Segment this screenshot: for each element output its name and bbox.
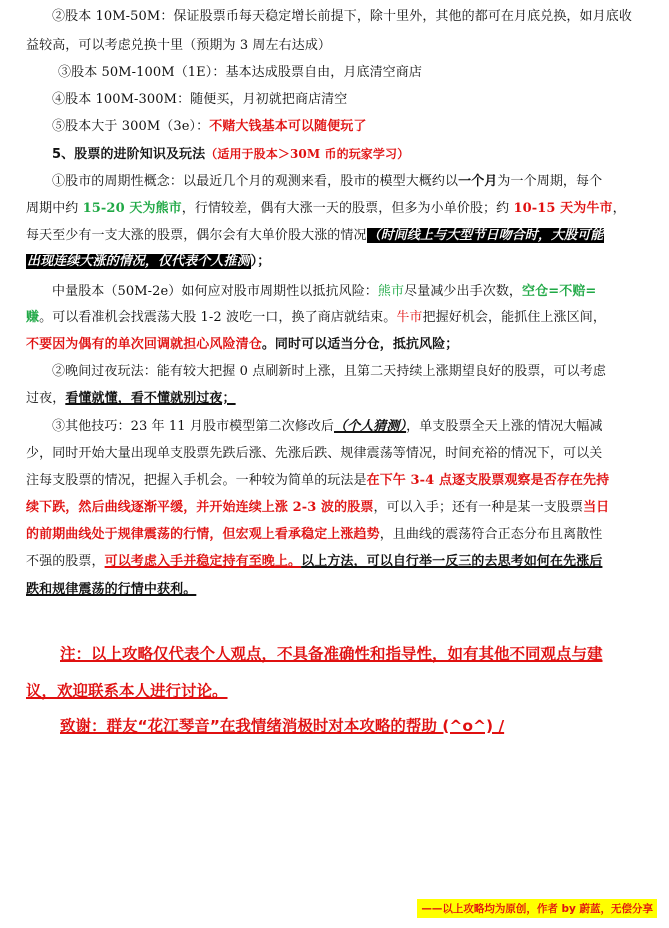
section-heading [52,145,651,164]
para4-text: ，可以入手；还有一种是某一支股票 [373,500,584,515]
bull-market-label: 10-15 天为牛市 [513,201,613,216]
para1-text: ， [612,201,626,216]
list-item-5-text: ⑤股本大于 300M（3e）： [52,119,210,134]
para4-red: 在下午 3-4 点逐支股票观察是否存在先持 [366,473,610,488]
para1-bold: 一个月 [458,174,498,189]
para4-line1 [52,418,651,436]
para2-text: 中量股本（50M-2e）如何应对股市周期性以抵抗风险： [52,284,378,299]
para4-red: 的前期曲线处于规律震荡的行情，但宏观上看承稳定上涨趋势 [26,527,380,542]
para3-text: 过夜， [26,391,66,406]
disclaimer-line2: 议，欢迎联系本人进行讨论。 [26,682,228,700]
para2-text: 。可以看准机会找震荡大股 1-2 波吃一口，换了商店就结束。 [39,310,397,325]
para1-highlight: 出现连续大涨的情况，仅代表个人推测 [27,254,250,269]
bull-market-word: 牛市 [396,310,423,325]
para2-line2 [26,309,651,327]
list-item-5 [52,118,651,136]
para1-highlight: （时间线上与大型节日吻合时，大股可能 [367,228,604,243]
para4-red: 续下跌，然后曲线逐渐平缓，并开始连续上涨 2-3 波的股票 [26,500,374,515]
para4-bold-underlined: 跌和规律震荡的行情中获利。 [26,582,197,597]
para1-line2 [26,200,651,218]
para4-red: 当日 [583,500,610,515]
list-item-5-highlight: 不赌大钱基本可以随便玩了 [209,119,367,134]
para2-red: 不要因为偶有的单次回调就担心风险清仓 [26,337,262,352]
para2-bold: 。同时可以适当分仓，抵抗风险； [261,337,459,352]
para4-text: 注每支股票的情况，把握入手机会。一种较为简单的玩法是 [26,473,367,488]
section-title: 5、股票的进阶知识及玩法 [52,147,206,162]
para1-line1 [52,173,651,191]
para4-text: ，单支股票全天上涨的情况大幅减 [406,419,603,434]
para2-green: 空仓=不赔= [522,284,597,299]
para1-text: 周期中约 [26,201,83,216]
para4-line7 [26,581,651,599]
para4-text: 不强的股票， [26,554,105,569]
list-item-2-line1: ②股本 10M-50M：保证股票币每天稳定增长前提下，除十里外，其他的都可在月底兑换，如月底收 [52,9,632,24]
bear-market-word: 熊市 [377,284,405,299]
para4-guess: （个人猜测） [333,419,407,434]
para4-bold-underlined: 以上方法，可以自行举一反三的去思考如何在先涨后 [301,554,603,569]
section-note: （适用于股本＞30M 币的玩家学习） [205,147,410,161]
para2-line1 [52,283,651,301]
para3-line2 [26,390,651,408]
para4-line4 [26,499,651,517]
para2-text: 尽量减少出手次数， [404,284,523,299]
para2-text: 把握好机会，能抓住上涨区间， [422,310,606,325]
para2-green: 赚 [26,310,40,325]
author-footer: ——以上攻略均为原创，作者 by 蔚蓝，无偿分享 [417,899,657,918]
para4-line2: 少，同时开始大量出现单支股票先跌后涨、先涨后跌、规律震荡等情况，时间充裕的情况下，可以关 [26,446,603,461]
para4-line6 [26,553,651,571]
para4-line5 [26,526,651,544]
para1-text: 为一个周期，每个 [497,174,603,189]
para3-line1: ②晚间过夜玩法：能有较大把握 0 点刷新时上涨，且第二天持续上涨期望良好的股票，可以考虑 [52,364,606,379]
para1-text: ，行情较差，偶有大涨一天的股票，但多为小单价股；约 [181,201,514,216]
bear-market-label: 15-20 天为熊市 [82,201,182,216]
para2-line3 [26,336,651,354]
para1-text: ①股市的周期性概念：以最近几个月的观测来看，股市的模型大概约以 [52,174,459,189]
acknowledgement: 致谢：群友“花江琴音”在我情绪消极时对本攻略的帮助 (^o^) / [60,717,505,735]
para1-line4 [26,253,651,271]
para4-text: ，且曲线的震荡符合正态分布且离散性 [379,527,603,542]
para3-underlined: 看懂就懂，看不懂就别过夜； [65,391,236,406]
list-item-3: ③股本 50M-100M（1E）：基本达成股票自由，月底清空商店 [58,65,422,80]
para1-line3 [26,227,651,245]
disclaimer-line1: 注：以上攻略仅代表个人观点，不具备准确性和指导性，如有其他不同观点与建 [60,645,603,663]
para4-red-underlined: 可以考虑入手并稳定持有至晚上。 [104,554,302,569]
list-item-4: ④股本 100M-300M：随便买，月初就把商店清空 [52,92,348,107]
para1-text: ）； [250,254,271,269]
para1-text: 每天至少有一支大涨的股票，偶尔会有大单价股大涨的情况 [26,228,367,243]
list-item-2-line2: 益较高，可以考虑兑换十里（预期为 3 周左右达成） [26,38,332,53]
para4-line3 [26,472,651,490]
para4-text: ③其他技巧：23 年 11 月股市模型第二次修改后 [52,419,334,434]
